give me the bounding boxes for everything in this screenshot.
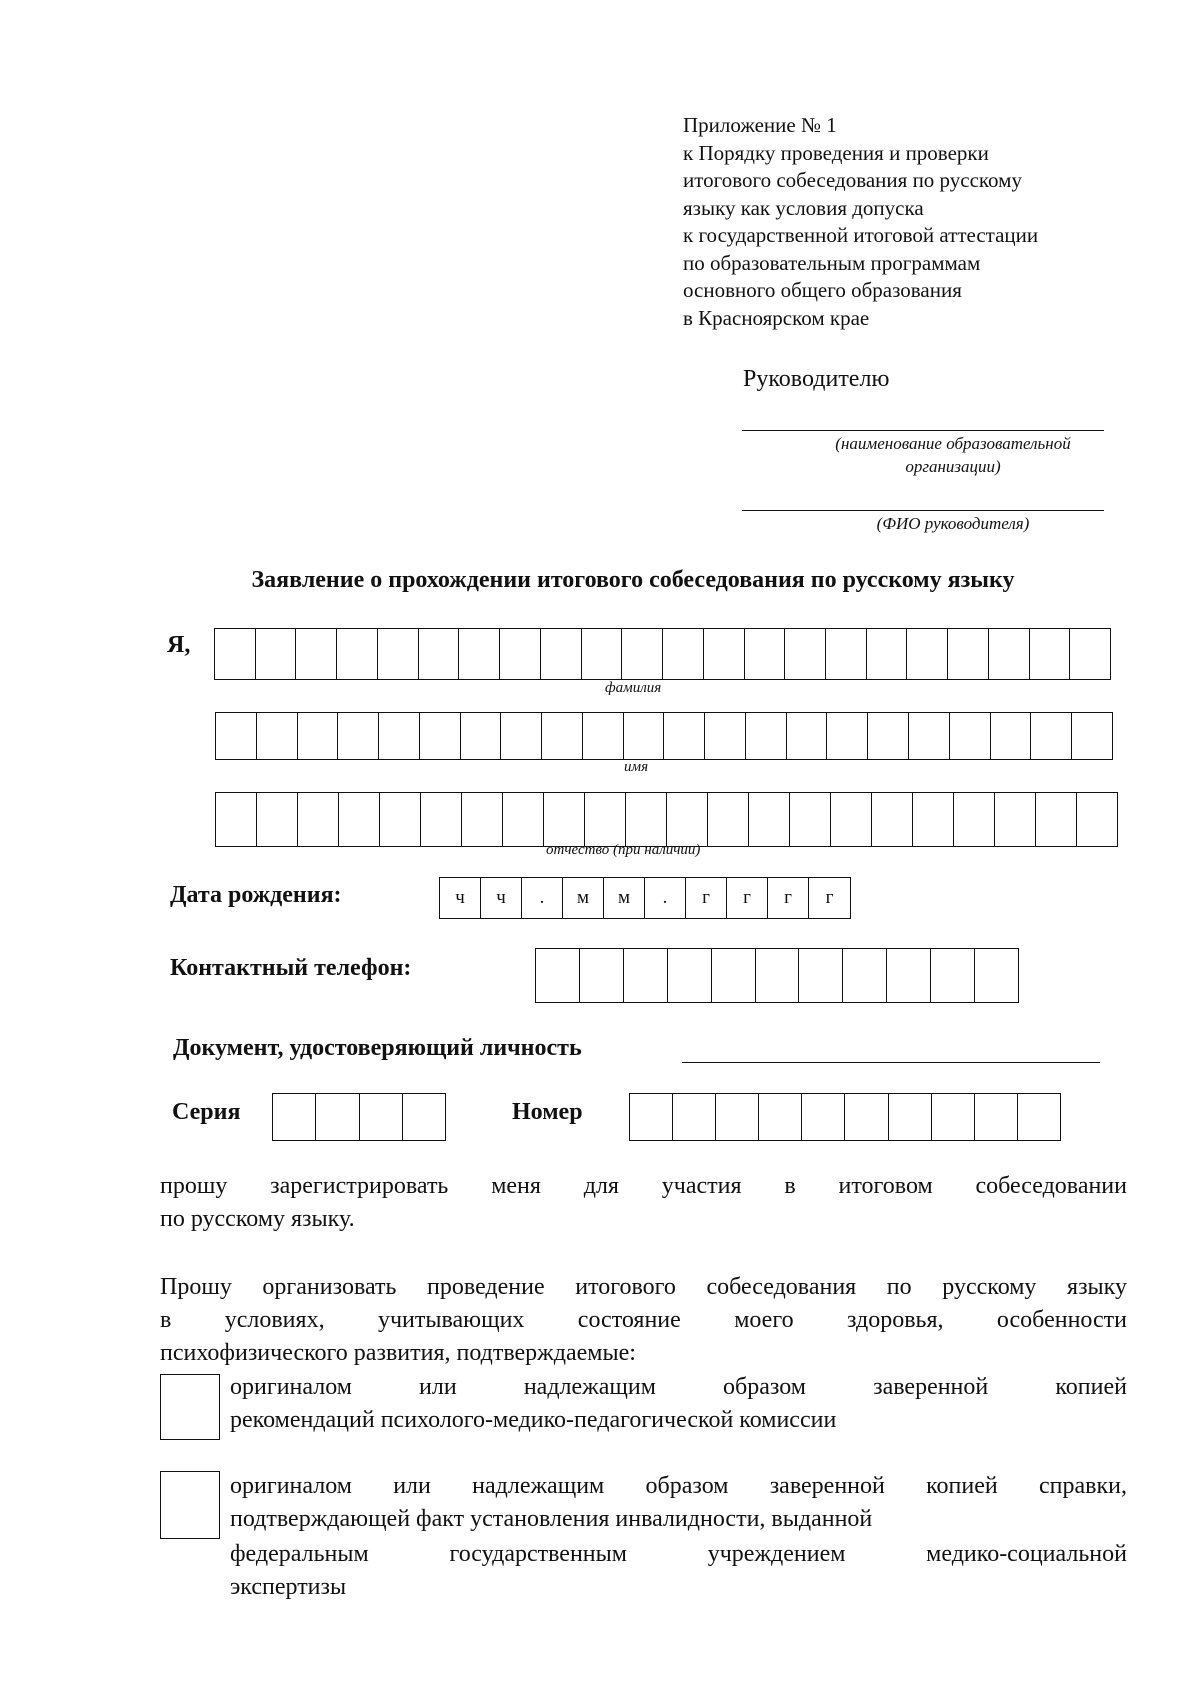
phone-cell[interactable] (536, 949, 580, 1002)
birth-date-cell[interactable]: г (727, 878, 768, 918)
option-1-line-2: рекомендаций психолого-медико-педагогической комиссии (230, 1407, 837, 1433)
name-cells[interactable] (215, 712, 1113, 760)
surname-cell[interactable] (419, 629, 460, 679)
number-cell[interactable] (673, 1094, 716, 1140)
patronymic-cell[interactable] (503, 793, 544, 846)
patronymic-caption: отчество (при наличии) (546, 842, 701, 858)
name-cell[interactable] (705, 713, 746, 759)
surname-cell[interactable] (256, 629, 297, 679)
phone-cell[interactable] (931, 949, 975, 1002)
number-cell[interactable] (1018, 1094, 1060, 1140)
name-cell[interactable] (338, 713, 379, 759)
phone-cell[interactable] (975, 949, 1018, 1002)
name-prefix: Я, (167, 632, 191, 658)
patronymic-cell[interactable] (708, 793, 749, 846)
phone-cell[interactable] (843, 949, 887, 1002)
birth-date-cell[interactable]: ч (440, 878, 481, 918)
patronymic-cell[interactable] (831, 793, 872, 846)
phone-cell[interactable] (580, 949, 624, 1002)
birth-date-cell[interactable]: ч (481, 878, 522, 918)
surname-cells[interactable] (214, 628, 1111, 680)
patronymic-cells[interactable] (215, 792, 1118, 847)
birth-date-cells[interactable] (439, 877, 851, 919)
document-label: Документ, удостоверяющий личность (173, 1035, 582, 1061)
patronymic-cell[interactable] (954, 793, 995, 846)
surname-cell[interactable] (459, 629, 500, 679)
name-cell[interactable] (950, 713, 991, 759)
name-cell[interactable] (298, 713, 339, 759)
series-cell[interactable] (273, 1094, 316, 1140)
name-cell[interactable] (501, 713, 542, 759)
patronymic-cell[interactable] (421, 793, 462, 846)
name-cell[interactable] (827, 713, 868, 759)
name-cell[interactable] (991, 713, 1032, 759)
phone-cells[interactable] (535, 948, 1019, 1003)
name-cell[interactable] (461, 713, 502, 759)
number-cells[interactable] (629, 1093, 1061, 1141)
name-cell[interactable] (216, 713, 257, 759)
number-cell[interactable] (975, 1094, 1018, 1140)
option-2-checkbox[interactable] (160, 1471, 220, 1539)
series-label: Серия (172, 1099, 241, 1125)
name-cell[interactable] (583, 713, 624, 759)
birth-date-cell[interactable]: м (604, 878, 645, 918)
patronymic-cell[interactable] (667, 793, 708, 846)
name-cell[interactable] (664, 713, 705, 759)
number-cell[interactable] (716, 1094, 759, 1140)
option-1-line-1: оригиналом или надлежащим образом заверенной копией (230, 1374, 1127, 1400)
phone-cell[interactable] (799, 949, 843, 1002)
number-cell[interactable] (932, 1094, 975, 1140)
patronymic-cell[interactable] (257, 793, 298, 846)
birth-date-cell[interactable]: м (563, 878, 604, 918)
organization-name-line[interactable] (742, 430, 1104, 431)
option-2-line-3: федеральным государственным учреждением медико-социальной (230, 1541, 1127, 1567)
annex-line: основного общего образования (683, 278, 962, 302)
name-cell[interactable] (1031, 713, 1072, 759)
surname-cell[interactable] (215, 629, 256, 679)
surname-cell[interactable] (663, 629, 704, 679)
name-cell[interactable] (746, 713, 787, 759)
option-2-line-2: подтверждающей факт установления инвалидности, выданной (230, 1506, 873, 1532)
patronymic-cell[interactable] (1077, 793, 1117, 846)
surname-cell[interactable] (337, 629, 378, 679)
patronymic-cell[interactable] (872, 793, 913, 846)
number-cell[interactable] (889, 1094, 932, 1140)
birth-date-label: Дата рождения: (170, 882, 342, 908)
patronymic-cell[interactable] (585, 793, 626, 846)
patronymic-cell[interactable] (380, 793, 421, 846)
number-label: Номер (512, 1099, 583, 1125)
patronymic-cell[interactable] (995, 793, 1036, 846)
name-cell[interactable] (379, 713, 420, 759)
patronymic-cell[interactable] (298, 793, 339, 846)
register-text-line-2: по русскому языку. (160, 1206, 355, 1232)
addressee-title: Руководителю (743, 366, 890, 392)
patronymic-cell[interactable] (626, 793, 667, 846)
annex-line: в Красноярском крае (683, 305, 870, 330)
option-2-line-1: оригиналом или надлежащим образом заверенной копией справки, (230, 1473, 1127, 1499)
name-cell[interactable] (868, 713, 909, 759)
annex-line: итогового собеседования по русскому (683, 168, 1022, 192)
birth-date-cell[interactable]: г (768, 878, 809, 918)
surname-cell[interactable] (785, 629, 826, 679)
option-2-line-4: экспертизы (230, 1574, 347, 1600)
number-cell[interactable] (630, 1094, 673, 1140)
number-cell[interactable] (802, 1094, 845, 1140)
surname-cell[interactable] (1070, 629, 1110, 679)
conditions-line-2: в условиях, учитывающих состояние моего здоровья, особенности (160, 1307, 1127, 1333)
form-title: Заявление о прохождении итогового собеседования по русскому языку (251, 567, 1015, 593)
surname-cell[interactable] (582, 629, 623, 679)
patronymic-cell[interactable] (913, 793, 954, 846)
organization-caption-1: (наименование образовательной (835, 434, 1071, 453)
surname-caption: фамилия (605, 680, 662, 696)
option-1-checkbox[interactable] (160, 1374, 220, 1440)
surname-cell[interactable] (826, 629, 867, 679)
surname-cell[interactable] (1030, 629, 1071, 679)
birth-date-cell[interactable]: . (522, 878, 563, 918)
phone-label: Контактный телефон: (170, 955, 412, 981)
annex-header (683, 112, 1163, 332)
phone-cell[interactable] (712, 949, 756, 1002)
surname-cell[interactable] (378, 629, 419, 679)
phone-cell[interactable] (624, 949, 668, 1002)
patronymic-cell[interactable] (339, 793, 380, 846)
birth-date-cell[interactable]: г (686, 878, 727, 918)
annex-line: к Порядку проведения и проверки (683, 140, 989, 165)
surname-cell[interactable] (704, 629, 745, 679)
number-cell[interactable] (759, 1094, 802, 1140)
patronymic-cell[interactable] (544, 793, 585, 846)
name-cell[interactable] (257, 713, 298, 759)
surname-cell[interactable] (867, 629, 908, 679)
patronymic-cell[interactable] (462, 793, 503, 846)
surname-cell[interactable] (745, 629, 786, 679)
register-text-line-1: прошу зарегистрировать меня для участия в итоговом собеседовании (160, 1173, 1127, 1199)
surname-cell[interactable] (907, 629, 948, 679)
phone-cell[interactable] (887, 949, 931, 1002)
conditions-line-1: Прошу организовать проведение итогового собеседования по русскому языку (160, 1274, 1127, 1300)
name-cell[interactable] (787, 713, 828, 759)
birth-date-cell[interactable]: . (645, 878, 686, 918)
patronymic-cell[interactable] (1036, 793, 1077, 846)
surname-cell[interactable] (948, 629, 989, 679)
birth-date-cell[interactable]: г (825, 887, 834, 908)
surname-cell[interactable] (989, 629, 1030, 679)
series-cell[interactable] (316, 1094, 359, 1140)
annex-line: языку как условия допуска (683, 195, 924, 220)
name-cell[interactable] (542, 713, 583, 759)
surname-cell[interactable] (296, 629, 337, 679)
surname-cell[interactable] (500, 629, 541, 679)
name-cell[interactable] (909, 713, 950, 759)
conditions-line-3: психофизического развития, подтверждаемые: (160, 1340, 636, 1366)
document-type-line[interactable] (682, 1062, 1100, 1063)
annex-line: Приложение № 1 (683, 113, 837, 137)
head-caption: (ФИО руководителя) (876, 514, 1030, 533)
phone-cell[interactable] (756, 949, 800, 1002)
phone-cell[interactable] (668, 949, 712, 1002)
number-cell[interactable] (845, 1094, 888, 1140)
annex-line: к государственной итоговой аттестации (683, 223, 1039, 247)
series-cell[interactable] (403, 1094, 445, 1140)
name-cell[interactable] (1072, 713, 1112, 759)
patronymic-cell[interactable] (749, 793, 790, 846)
surname-cell[interactable] (622, 629, 663, 679)
head-name-line[interactable] (742, 510, 1104, 511)
name-cell[interactable] (624, 713, 665, 759)
patronymic-cell[interactable] (790, 793, 831, 846)
patronymic-cell[interactable] (216, 793, 257, 846)
annex-line: по образовательным программам (683, 250, 981, 275)
series-cell[interactable] (360, 1094, 403, 1140)
series-cells[interactable] (272, 1093, 446, 1141)
surname-cell[interactable] (541, 629, 582, 679)
name-caption: имя (624, 759, 649, 775)
organization-caption-2: организации) (905, 457, 1001, 476)
name-cell[interactable] (420, 713, 461, 759)
